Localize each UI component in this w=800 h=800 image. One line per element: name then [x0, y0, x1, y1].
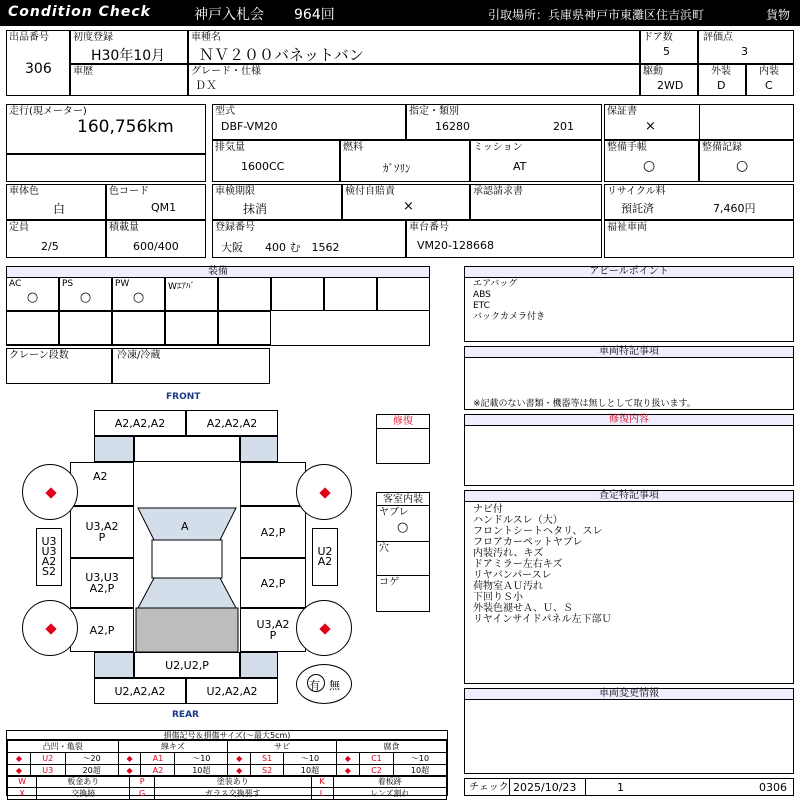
first-reg-box: [70, 30, 188, 64]
panel-rear-light-left: [94, 652, 134, 678]
score-value: 3: [741, 45, 748, 58]
pickup-location: 引取場所：兵庫県神戸市東灘区住吉浜町: [488, 8, 705, 22]
model-box: [188, 30, 640, 64]
score-label: 評価点: [703, 32, 733, 43]
equipment-cell-empty: [165, 311, 218, 345]
lot-number: 306: [25, 61, 52, 77]
model-type-label: 型式: [215, 106, 235, 117]
body-color-value: 白: [53, 202, 66, 216]
panel-right-rear-door: A2,P: [240, 558, 306, 608]
equipment-cell: [59, 277, 112, 311]
equipment-label: Wｴｱﾊﾞ: [168, 282, 195, 292]
spare-tire-nashi: 無: [329, 679, 340, 692]
repair-title: 修復内容: [465, 415, 793, 426]
check-row: [464, 778, 794, 796]
legend-group-corrosion: 腐食: [336, 741, 446, 753]
inspection-expiry-label: 車検期限: [215, 186, 255, 197]
legend-cell: U2: [30, 753, 65, 765]
first-reg-value: H30年10月: [91, 48, 166, 64]
spare-tire-icon: [296, 664, 352, 704]
legend-group-dent: 凸凹・亀裂: [8, 741, 119, 753]
certification-label: 指定・類別: [409, 106, 459, 117]
panel-front-light-left: [94, 436, 134, 462]
legend-cell: 〜20: [65, 753, 118, 765]
appeal-item: バックカメラ付き: [473, 312, 546, 322]
auction-round: 964回: [294, 7, 335, 23]
mileage-box: [6, 104, 206, 154]
legend-group-scratch: 線キズ: [118, 741, 228, 753]
special-notes-section: [464, 346, 794, 410]
panel-right-front-door: A2,P: [240, 506, 306, 558]
inspection-item: ナビ付: [473, 504, 503, 515]
load-box: [106, 220, 206, 258]
check-date: 2025/10/23: [513, 781, 577, 794]
special-notes-text: ※記載のない書類・機器等は無しとして取り扱います。: [473, 399, 696, 409]
legend-marker-icon: ◆: [336, 753, 359, 765]
legend-cell: A1: [141, 753, 175, 765]
equipment-cell-empty: [6, 311, 59, 345]
color-code-label: 色コード: [109, 186, 149, 197]
change-title: 車両変更情報: [465, 689, 793, 700]
roof-damage-code: A: [181, 520, 189, 533]
equipment-cell: [165, 277, 218, 311]
wheel-front-left-icon: [22, 464, 78, 520]
inspection-item: リヤインサイドパネル左下部Ｕ: [473, 614, 612, 625]
recycle-label: リサイクル料: [607, 186, 666, 197]
lot-label: 出品番号: [9, 32, 49, 43]
recycle-box: [604, 184, 794, 220]
panel-rear-bumper-right: U2,A2,A2: [186, 678, 278, 704]
legend-cell: S2: [251, 765, 284, 777]
appeal-item: ETC: [473, 301, 490, 311]
equipment-cell: [324, 277, 377, 311]
grade-box: [188, 64, 640, 96]
certification-number: 16280: [435, 120, 470, 133]
transmission-value: AT: [513, 160, 527, 173]
legend-key-desc: ガラス交換要す: [154, 788, 311, 800]
exterior-box: [698, 64, 746, 96]
legend-key-desc: 塗装あり: [154, 776, 311, 788]
capacity-box: [6, 220, 106, 258]
panel-rear-light-right: [240, 652, 278, 678]
legend-key-desc: レンズ割れ: [333, 788, 446, 800]
color-code-box: [106, 184, 206, 220]
warranty-mark: ×: [645, 119, 656, 134]
warranty-box: [604, 104, 794, 140]
legend-cell: A2: [141, 765, 175, 777]
hole-label: 穴: [379, 543, 389, 554]
rear-label: REAR: [172, 710, 199, 720]
chassis-box: [406, 220, 602, 258]
interior-label: 内装: [759, 66, 779, 77]
appeal-section: [464, 266, 794, 342]
change-section: [464, 688, 794, 774]
inspection-item: フロントシートヘタリ、スレ: [473, 526, 603, 537]
exterior-label: 外装: [711, 66, 731, 77]
load-label: 積載量: [109, 222, 139, 233]
model-type-value: DBF-VM20: [221, 120, 278, 133]
plate-label: 登録番号: [215, 222, 255, 233]
check-code: 0306: [759, 781, 787, 794]
legend-marker-icon: ◆: [118, 753, 141, 765]
legend-marker-icon: ◆: [336, 765, 359, 777]
auto-insurance-box: [342, 184, 470, 220]
mileage-extra-box: [6, 154, 206, 182]
displacement-box: [212, 140, 340, 182]
fuel-box: [340, 140, 470, 182]
equipment-label: PW: [115, 279, 130, 289]
legend-marker-icon: ◆: [118, 765, 141, 777]
history-box: [70, 64, 188, 96]
inspection-list: [465, 502, 793, 627]
legend-title: 損傷記号＆損傷サイズ(〜最大5cm): [7, 731, 447, 740]
drive-box: [640, 64, 698, 96]
model-name: ＮＶ２００バネットバン: [199, 46, 364, 64]
equipment-mark: ○: [26, 290, 39, 305]
transmission-box: [470, 140, 602, 182]
lot-box: [6, 30, 70, 96]
displacement-value: 1600CC: [241, 160, 285, 173]
legend-cell: 〜10: [394, 753, 447, 765]
spare-tire-ari: 有: [309, 679, 320, 692]
recycle-fee: 7,460円: [713, 202, 756, 215]
legend-key-desc: 交換跡: [37, 788, 130, 800]
mileage-value: 160,756km: [77, 117, 174, 137]
auto-insurance-label: 検付自賠責: [345, 186, 395, 197]
burn-label: コゲ: [379, 577, 399, 588]
brand-title: Condition Check: [8, 4, 151, 20]
equipment-mark: ○: [132, 290, 145, 305]
panel-right-quarter: U3,A2 P: [240, 608, 306, 652]
approval-box: [470, 184, 602, 220]
inspection-expiry-value: 抹消: [243, 202, 268, 216]
panel-left-side-step: U3 U3 A2 S2: [36, 528, 62, 586]
score-box: [698, 30, 794, 64]
body-color-label: 車体色: [9, 186, 39, 197]
equipment-cell: [271, 277, 324, 311]
equipment-mark: ○: [79, 290, 92, 305]
classification-number: 201: [553, 120, 574, 133]
tear-mark: ○: [397, 520, 409, 535]
cabin-interior-title: 客室内装: [377, 493, 429, 506]
panel-right-side-step: U2 A2: [312, 528, 338, 586]
panel-rear-bumper-left: U2,A2,A2: [94, 678, 186, 704]
header-bar: [0, 0, 800, 26]
color-code-value: QM1: [151, 201, 177, 214]
legend-cell: S1: [251, 753, 284, 765]
plate-box: [212, 220, 406, 258]
panel-back-door: U2,U2,P: [134, 652, 240, 678]
manual-box: [604, 140, 699, 182]
damage-legend: [6, 730, 448, 796]
legend-cell: U3: [30, 765, 65, 777]
legend-key-code: L: [311, 788, 333, 800]
equipment-label: AC: [9, 279, 22, 289]
appeal-list: [465, 278, 793, 324]
panel-front-light-right: [240, 436, 278, 462]
equipment-cell-empty: [218, 311, 271, 345]
grade-label: グレード・仕様: [191, 66, 261, 77]
legend-table: [7, 740, 447, 777]
legend-key-table: [7, 775, 447, 800]
auction-name: 神戸入札会: [194, 7, 264, 23]
grade-value: ＤＸ: [195, 79, 217, 92]
body-color-box: [6, 184, 106, 220]
legend-cell: 10超: [394, 765, 447, 777]
legend-cell: C2: [359, 765, 393, 777]
wheel-front-right-icon: [296, 464, 352, 520]
drive-value: 2WD: [657, 79, 684, 92]
drive-label: 駆動: [643, 66, 663, 77]
equipment-cell: [218, 277, 271, 311]
legend-key-desc: 板金あり: [37, 776, 130, 788]
inspection-item: ドアミラー左右キズ: [473, 559, 563, 570]
certification-box: [406, 104, 602, 140]
inspection-item: 外装色褪せＡ、Ｕ、Ｓ: [473, 603, 573, 614]
equipment-cell: [377, 277, 430, 311]
equipment-cell-empty: [59, 311, 112, 345]
appeal-title: アピールポイント: [465, 267, 793, 278]
panel-left-front-door: U3,A2 P: [70, 506, 134, 558]
chassis-label: 車台番号: [409, 222, 449, 233]
manual-mark: ○: [643, 158, 656, 174]
inspection-expiry-box: [212, 184, 342, 220]
wheel-rear-right-icon: [296, 600, 352, 656]
record-mark: ○: [736, 158, 749, 174]
legend-marker-icon: ◆: [228, 753, 251, 765]
record-label: 整備記録: [702, 142, 742, 153]
welfare-label: 福祉車両: [607, 222, 647, 233]
panel-front-bumper-right: A2,A2,A2: [186, 410, 278, 436]
tear-label: ヤブレ: [379, 507, 409, 518]
equipment-cell: [6, 277, 59, 311]
repair-section: [464, 414, 794, 486]
legend-cell: 20超: [65, 765, 118, 777]
repair-marker-label: 修復: [377, 415, 429, 429]
legend-cell: 〜10: [175, 753, 228, 765]
legend-marker-icon: ◆: [228, 765, 251, 777]
crane-box: [6, 348, 112, 384]
legend-key-code: P: [130, 776, 155, 788]
check-number: 1: [617, 781, 624, 794]
inspection-item: ハンドルスレ（大）: [473, 515, 563, 526]
panel-left-quarter: A2,P: [70, 608, 134, 652]
capacity-label: 定員: [9, 222, 29, 233]
repair-marker-box: [376, 414, 430, 464]
displacement-label: 排気量: [215, 142, 245, 153]
appeal-item: ABS: [473, 290, 491, 300]
equipment-cell: [112, 277, 165, 311]
inspection-item: リヤバンパースレ: [473, 570, 552, 581]
approval-label: 承認請求書: [473, 186, 523, 197]
legend-key-code: G: [130, 788, 155, 800]
model-type-box: [212, 104, 406, 140]
first-reg-label: 初度登録: [73, 32, 113, 43]
special-notes-title: 車両特記事項: [465, 347, 793, 358]
record-box: [699, 140, 794, 182]
panel-hood: [134, 436, 240, 462]
panel-left-rear-door: U3,U3 A2,P: [70, 558, 134, 608]
fridge-label: 冷凍/冷蔵: [117, 350, 161, 361]
chassis-value: VM20-128668: [417, 239, 494, 252]
check-label: チェック: [469, 782, 509, 793]
legend-marker-icon: ◆: [8, 753, 31, 765]
appeal-item: エアバッグ: [473, 279, 518, 289]
fridge-box: [112, 348, 270, 384]
equipment-label: PS: [62, 279, 74, 289]
front-label: FRONT: [166, 392, 201, 402]
doors-value: 5: [663, 45, 670, 58]
inspection-item: フロアカーペットヤブレ: [473, 537, 583, 548]
fuel-value: ｶﾞｿﾘﾝ: [383, 162, 411, 175]
history-label: 車歴: [73, 66, 93, 77]
doors-label: ドア数: [643, 32, 673, 43]
inspection-item: 内装汚れ、キズ: [473, 548, 544, 559]
doors-box: [640, 30, 698, 64]
legend-marker-icon: ◆: [8, 765, 31, 777]
interior-box: [746, 64, 794, 96]
cabin-interior-box: [376, 492, 430, 612]
crane-label: クレーン段数: [9, 350, 69, 361]
vehicle-category: 貨物: [766, 8, 791, 22]
legend-cell: 10超: [175, 765, 228, 777]
equipment-title: 装備: [7, 267, 429, 278]
equipment-cell-empty: [112, 311, 165, 345]
inspection-section: [464, 490, 794, 684]
welfare-box: [604, 220, 794, 258]
legend-key-code: X: [8, 788, 37, 800]
panel-left-fender: A2: [70, 462, 134, 506]
inspection-title: 査定特記事項: [465, 491, 793, 502]
load-value: 600/400: [133, 240, 179, 253]
legend-key-code: W: [8, 776, 37, 788]
legend-group-rust: サビ: [228, 741, 337, 753]
panel-front-bumper-left: A2,A2,A2: [94, 410, 186, 436]
mileage-label: 走行(現メーター): [9, 106, 87, 117]
fuel-label: 燃料: [343, 142, 363, 153]
warranty-label: 保証書: [607, 106, 637, 117]
plate-value: 大阪 400 む 1562: [221, 241, 340, 254]
legend-key-desc: 着板跡: [333, 776, 446, 788]
legend-cell: 10超: [284, 765, 337, 777]
transmission-label: ミッション: [473, 142, 523, 153]
interior-value: C: [765, 79, 773, 92]
legend-key-code: K: [311, 776, 333, 788]
inspection-item: 荷物室ＡＵ汚れ: [473, 581, 543, 592]
legend-cell: 〜10: [284, 753, 337, 765]
auto-insurance-mark: ×: [403, 199, 414, 214]
wheel-rear-left-icon: [22, 600, 78, 656]
inspection-item: 下回りＳ小: [473, 592, 523, 603]
capacity-value: 2/5: [41, 240, 59, 253]
recycle-status: 預託済: [621, 202, 654, 215]
model-label: 車種名: [191, 32, 221, 43]
exterior-value: D: [717, 79, 726, 92]
manual-label: 整備手帳: [607, 142, 647, 153]
legend-cell: C1: [359, 753, 393, 765]
